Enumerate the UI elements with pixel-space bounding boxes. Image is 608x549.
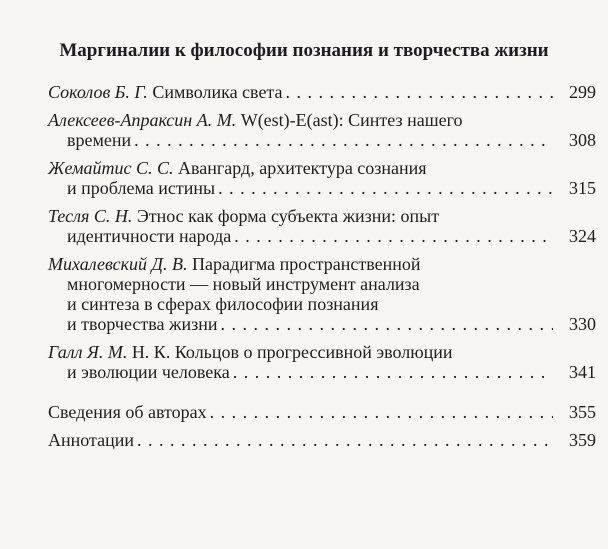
dot-leader xyxy=(137,430,553,450)
toc-entry xyxy=(48,206,596,246)
dot-leader xyxy=(233,362,553,382)
entry-author: Тесля С. Н. xyxy=(48,206,133,226)
entry-title-line: Авангард, архитектура сознания xyxy=(178,158,427,178)
entry-author: Михалевский Д. В. xyxy=(48,254,188,274)
dot-leader xyxy=(210,402,553,422)
entry-title-line: Символика света xyxy=(152,82,283,102)
toc-entry-appendix xyxy=(48,402,596,422)
entry-title-line: многомерности — новый инструмент анализа xyxy=(67,274,420,294)
appendix-title: Аннотации xyxy=(48,430,135,450)
entry-title-line: и эволюции человека xyxy=(67,362,230,382)
entry-author: Алексеев-Апраксин А. М. xyxy=(48,110,237,130)
dot-leader xyxy=(220,314,553,334)
entry-title-line: Н. К. Кольцов о прогрессивной эволюции xyxy=(131,342,453,362)
dot-leader xyxy=(286,82,553,102)
toc-entry xyxy=(48,342,596,382)
dot-leader xyxy=(134,130,553,150)
entry-author: Жемайтис С. С. xyxy=(48,158,174,178)
entry-page-number: 324 xyxy=(569,226,596,246)
table-of-contents xyxy=(48,82,596,458)
appendix-title: Сведения об авторах xyxy=(48,402,207,422)
entry-page-number: 355 xyxy=(569,402,596,422)
entry-page-number: 359 xyxy=(569,430,596,450)
entry-title-line: и творчества жизни xyxy=(67,314,218,334)
entry-page-number: 315 xyxy=(569,178,596,198)
entry-title-line: идентичности народа xyxy=(67,226,232,246)
dot-leader xyxy=(218,178,553,198)
entry-page-number: 341 xyxy=(569,362,596,382)
entry-author: Соколов Б. Г. xyxy=(48,82,148,102)
entry-title-line: Парадигма пространственной xyxy=(191,254,421,274)
entry-page-number: 299 xyxy=(569,82,596,102)
toc-entry xyxy=(48,82,596,102)
toc-entry-appendix xyxy=(48,430,596,450)
toc-entry xyxy=(48,110,596,150)
toc-entry xyxy=(48,158,596,198)
entry-page-number: 330 xyxy=(569,314,596,334)
entry-author: Галл Я. М. xyxy=(48,342,128,362)
entry-title-line: и синтеза в сферах философии познания xyxy=(67,294,379,314)
section-title: Маргиналии к философии познания и творчества жизни xyxy=(59,40,549,61)
entry-title-line: Этнос как форма субъекта жизни: опыт xyxy=(136,206,440,226)
dot-leader xyxy=(234,226,553,246)
entry-title-line: W(est)-E(ast): Синтез нашего xyxy=(240,110,463,130)
entry-title-line: времени xyxy=(67,130,132,150)
toc-entry xyxy=(48,254,596,334)
entry-page-number: 308 xyxy=(569,130,596,150)
entry-title-line: и проблема истины xyxy=(67,178,216,198)
